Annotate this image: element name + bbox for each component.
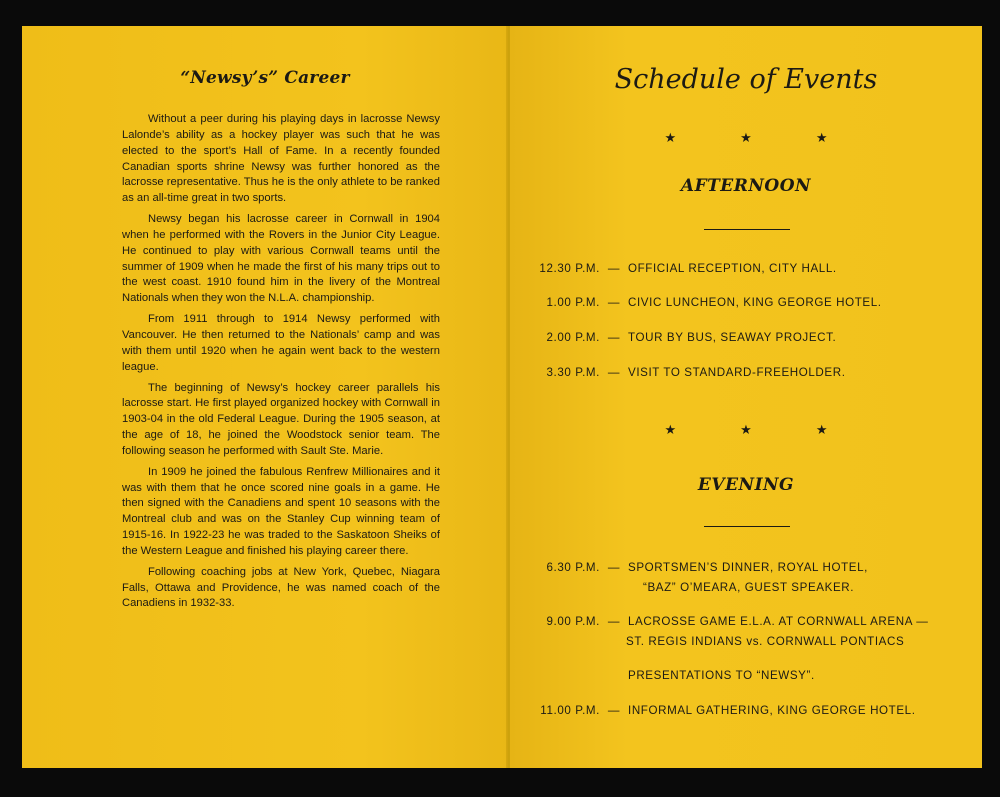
star-divider: [510, 422, 982, 438]
event-note: PRESENTATIONS TO “NEWSY”.: [628, 669, 815, 682]
afternoon-heading: AFTERNOON: [680, 176, 812, 196]
event-dash: —: [607, 366, 621, 379]
star-divider: [510, 130, 982, 146]
event-time: 3.30 P.M.: [546, 366, 600, 379]
event-dash: —: [607, 262, 621, 275]
star-icon: ★: [664, 130, 677, 145]
event-dash: —: [607, 296, 621, 309]
event-time: 9.00 P.M.: [546, 615, 600, 628]
star-icon: ★: [815, 130, 828, 145]
career-paragraph: Without a peer during his playing days in lacrosse Newsy Lalonde’s ability as a hockey player was such that he was elected to the sport’s Hall of Fame. In a recently founded Canadian sports shrine Newsy was further honored as the lacrosse representative. Thus he is the only athlete to be ranked as an all-time great in two sports.: [122, 113, 440, 205]
career-paragraph: Following coaching jobs at New York, Quebec, Niagara Falls, Ottawa and Providence, he was named coach of the Canadiens in 1932-33.: [122, 565, 440, 610]
event-continuation: “BAZ” O’MEARA, GUEST SPEAKER.: [643, 581, 855, 594]
star-icon: ★: [664, 422, 677, 437]
left-page: [22, 26, 508, 768]
event-dash: —: [607, 704, 621, 717]
event-description: INFORMAL GATHERING, KING GEORGE HOTEL.: [628, 704, 916, 717]
evening-heading: EVENING: [697, 475, 795, 495]
event-time: 11.00 P.M.: [540, 704, 600, 717]
career-paragraph: The beginning of Newsy’s hockey career parallels his lacrosse start. He first played organized hockey with Cornwall in 1903-04 in the old Federal League. During the 1905 season, at the age of 18, he joined the Woodstock senior team. The following season he performed with Sault Ste. Marie.: [122, 381, 440, 457]
star-icon: ★: [740, 130, 752, 145]
schedule-event: [526, 561, 966, 574]
star-icon: ★: [740, 422, 752, 437]
schedule-event: [526, 704, 966, 717]
event-time: 6.30 P.M.: [546, 561, 600, 574]
event-continuation: ST. REGIS INDIANS vs. CORNWALL PONTIACS: [626, 635, 905, 648]
right-page: [510, 26, 982, 768]
schedule-event: [526, 615, 966, 628]
event-time: 12.30 P.M.: [539, 262, 600, 275]
section-rule: [704, 229, 790, 230]
career-title: “Newsy’s” Career: [180, 68, 350, 88]
schedule-event: [526, 366, 966, 379]
event-description: SPORTSMEN’S DINNER, ROYAL HOTEL,: [628, 561, 868, 574]
event-description: OFFICIAL RECEPTION, CITY HALL.: [628, 262, 837, 275]
event-dash: —: [607, 615, 621, 628]
schedule-event: [526, 331, 966, 344]
career-paragraph: Newsy began his lacrosse career in Cornwall in 1904 when he performed with the Rovers in the Junior City League. He continued to play with various Cornwall teams until the summer of 1909 when he made the first of his many trips out to the west coast. 1910 found him in the livery of the Montreal Nationals when they won the N.L.A. championship.: [122, 213, 440, 305]
event-description: VISIT TO STANDARD-FREEHOLDER.: [628, 366, 846, 379]
event-description: CIVIC LUNCHEON, KING GEORGE HOTEL.: [628, 296, 882, 309]
event-description: TOUR BY BUS, SEAWAY PROJECT.: [628, 331, 837, 344]
event-dash: —: [607, 561, 621, 574]
event-time: 2.00 P.M.: [546, 331, 600, 344]
event-description: LACROSSE GAME E.L.A. AT CORNWALL ARENA —: [628, 615, 929, 628]
section-rule: [704, 526, 790, 527]
schedule-title: Schedule of Events: [614, 64, 878, 95]
career-paragraph: In 1909 he joined the fabulous Renfrew Millionaires and it was with them that he once scored nine goals in a game. He then signed with the Canadiens and spent 10 seasons with the Montreal club and was on the Stanley Cup winning team of 1915-16. In 1922-23 he was traded to the Saskatoon Sheiks of the Western League and finished his playing career there.: [122, 465, 440, 557]
event-time: 1.00 P.M.: [546, 296, 600, 309]
career-paragraph: From 1911 through to 1914 Newsy performed with Vancouver. He then returned to the Nationals’ camp and was with them until 1920 when he again went back to the western league.: [122, 313, 440, 373]
star-icon: ★: [815, 422, 828, 437]
career-text: [122, 112, 440, 617]
schedule-event: [526, 262, 966, 275]
schedule-event: [526, 296, 966, 309]
event-dash: —: [607, 331, 621, 344]
